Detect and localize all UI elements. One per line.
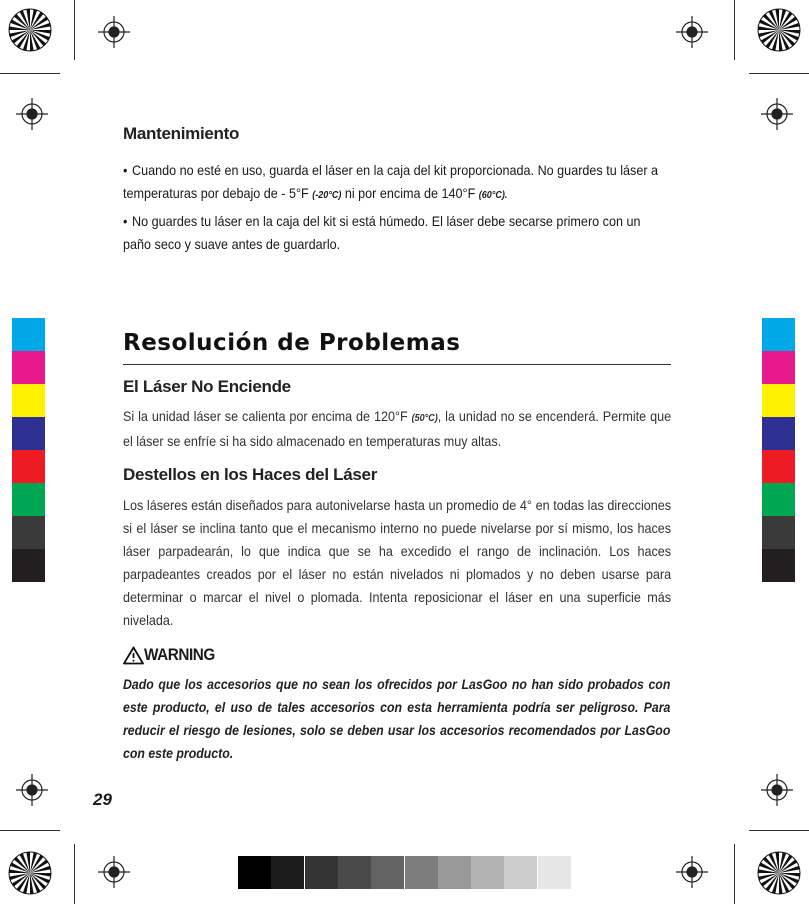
bullet-text: ni por encima de 140°F [341, 185, 479, 201]
color-swatch [762, 516, 795, 549]
maintenance-title: Mantenimiento [123, 124, 240, 143]
divider [123, 364, 671, 365]
color-swatch [762, 450, 795, 483]
section-laser-no-start-title: El Láser No Enciende [123, 377, 291, 396]
temp-note: (50°C) [411, 413, 438, 424]
warning-title: WARNING [144, 645, 215, 664]
color-swatch [12, 351, 45, 384]
section-beam-flash-text: Los láseres están diseñados para autonivelarse hasta un promedio de 4° en todas las direcciones si el láser se inclina tanto que el mecanismo interno no puede nivelarse por sí mismo, los haces láser parpadearán, lo que indica que se ha excedido el rango de inclinación. Los haces parpadeantes creados por el láser no están nivelados ni plomados y no deben usarse para determinar o marcar el nivel o plomada. Intenta reposicionar el láser en una superficie más nivelada. [123, 497, 672, 628]
gray-swatch [305, 856, 338, 889]
para-text: Si la unidad láser se calienta por encima de 120°F [123, 408, 412, 424]
color-swatch [12, 384, 45, 417]
color-swatch [762, 417, 795, 450]
gray-swatch [371, 856, 404, 889]
warning-triangle-icon [123, 646, 144, 665]
color-swatch [12, 549, 45, 582]
gray-swatch [405, 856, 438, 889]
color-swatch [12, 516, 45, 549]
para-text: , la unidad no se encenderá. Permite que el láser se enfríe si ha sido almacenado en temperaturas muy altas. [123, 408, 672, 449]
maintenance-bullet-1: • Cuando no esté en uso, guarda el láser en la caja del kit proporcionada. No guardes tu láser a temperaturas por debajo de - 5°F (-20°C) ni por encima de 140°F (60°C). [123, 162, 659, 201]
gray-swatch [538, 856, 571, 889]
color-swatch [12, 450, 45, 483]
warning-header [123, 645, 671, 665]
gray-swatch [338, 856, 371, 889]
color-swatch [762, 483, 795, 516]
warning-text: Dado que los accesorios que no sean los ofrecidos por LasGoo no han sido probados con este producto, el uso de tales accesorios con esta herramienta podría ser peligroso. Para reducir el riesgo de lesiones, solo se deben usar los accesorios recomendados por LasGoo con este producto. [123, 676, 671, 761]
section-beam-flash-title: Destellos en los Haces del Láser [123, 465, 378, 484]
troubleshooting-title: Resolución de Problemas [123, 330, 461, 356]
gray-swatch [438, 856, 471, 889]
bullet-text: No guardes tu láser en la caja del kit si está húmedo. El láser debe secarse primero con un paño seco y suave antes de guardarlo. [123, 213, 641, 252]
gray-swatch [471, 856, 504, 889]
color-swatch [12, 483, 45, 516]
temp-note: (60°C). [478, 190, 508, 201]
color-swatch [762, 549, 795, 582]
section-laser-no-start-text [123, 405, 671, 453]
gray-swatch [504, 856, 537, 889]
bullet-text: Cuando no esté en uso, guarda el láser en la caja del kit proporcionada. No guardes tu láser a temperaturas por debajo de - 5°F [123, 162, 659, 201]
temp-note: (-20°C) [312, 190, 342, 201]
gray-swatch [238, 856, 271, 889]
color-swatch [762, 351, 795, 384]
color-swatch [12, 318, 45, 351]
color-swatch [12, 417, 45, 450]
gray-swatch [271, 856, 304, 889]
page-number: 29 [93, 790, 112, 809]
maintenance-bullet-2: • No guardes tu láser en la caja del kit si está húmedo. El láser debe secarse primero con un paño seco y suave antes de guardarlo. [123, 213, 641, 252]
color-swatch [762, 318, 795, 351]
color-swatch [762, 384, 795, 417]
